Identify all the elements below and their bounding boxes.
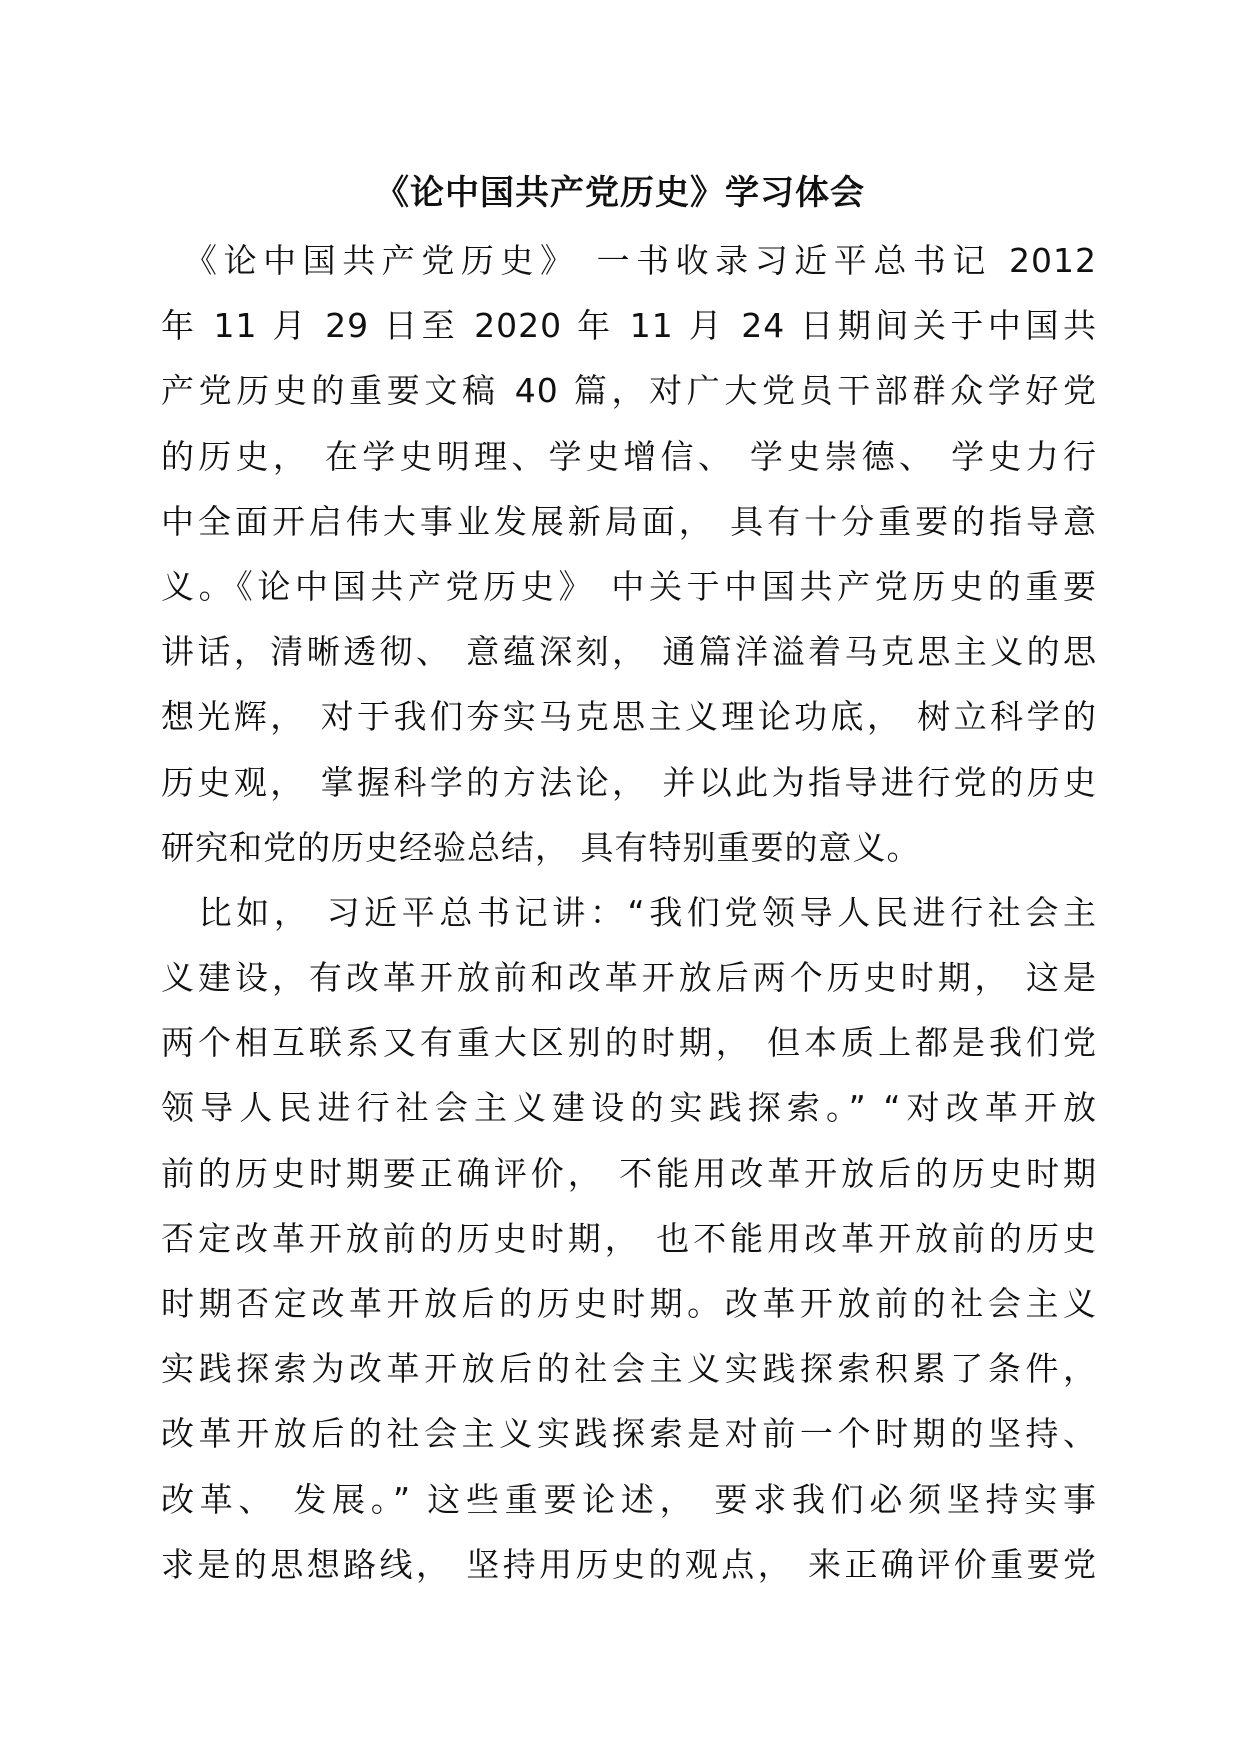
document-body: [161, 228, 1097, 1597]
body-line: 《论中国共产党历史》 一书收录习近平总书记 2012: [161, 241, 1097, 280]
body-line: 历史观， 掌握科学的方法论， 并以此为指导进行党的历史: [161, 762, 1097, 802]
body-line: 改革、 发展。” 这些重要论述， 要求我们必须坚持实事: [161, 1479, 1097, 1519]
body-line: 求是的思想路线， 坚持用历史的观点， 来正确评价重要党: [161, 1544, 1097, 1584]
body-line: 产党历史的重要文稿 40 篇，对广大党员干部群众学好党: [161, 371, 1097, 411]
body-line: 实践探索为改革开放后的社会主义实践探索积累了条件，: [161, 1349, 1097, 1389]
body-line: 前的历史时期要正确评价， 不能用改革开放后的历史时期: [161, 1153, 1097, 1193]
body-line: 想光辉， 对于我们夯实马克思主义理论功底， 树立科学的: [161, 697, 1097, 737]
body-line: 的历史， 在学史明理、学史增信、 学史崇德、 学史力行: [161, 436, 1097, 476]
body-line: 否定改革开放前的历史时期， 也不能用改革开放前的历史: [161, 1218, 1097, 1258]
body-line: 义。《论中国共产党历史》 中关于中国共产党历史的重要: [161, 566, 1097, 606]
document-title: 《论中国共产党历史》学习体会: [375, 173, 865, 213]
body-line: 讲话，清晰透彻、 意蕴深刻， 通篇洋溢着马克思主义的思: [161, 632, 1097, 672]
body-line: 领导人民进行社会主义建设的实践探索。” “对改革开放: [161, 1088, 1097, 1128]
body-line: 义建设，有改革开放前和改革开放后两个历史时期， 这是: [161, 958, 1097, 998]
body-line: 改革开放后的社会主义实践探索是对前一个时期的坚持、: [161, 1414, 1097, 1454]
body-line: 两个相互联系又有重大区别的时期， 但本质上都是我们党: [161, 1023, 1097, 1063]
body-line: 研究和党的历史经验总结， 具有特别重要的意义。: [161, 827, 921, 867]
body-line: 比如， 习近平总书记讲：“我们党领导人民进行社会主: [161, 892, 1097, 932]
body-line: 年 11 月 29 日至 2020 年 11 月 24 日期间关于中国共: [161, 306, 1097, 346]
body-line: 时期否定改革开放后的历史时期。改革开放前的社会主义: [161, 1284, 1097, 1323]
body-line: 中全面开启伟大事业发展新局面， 具有十分重要的指导意: [161, 501, 1097, 541]
